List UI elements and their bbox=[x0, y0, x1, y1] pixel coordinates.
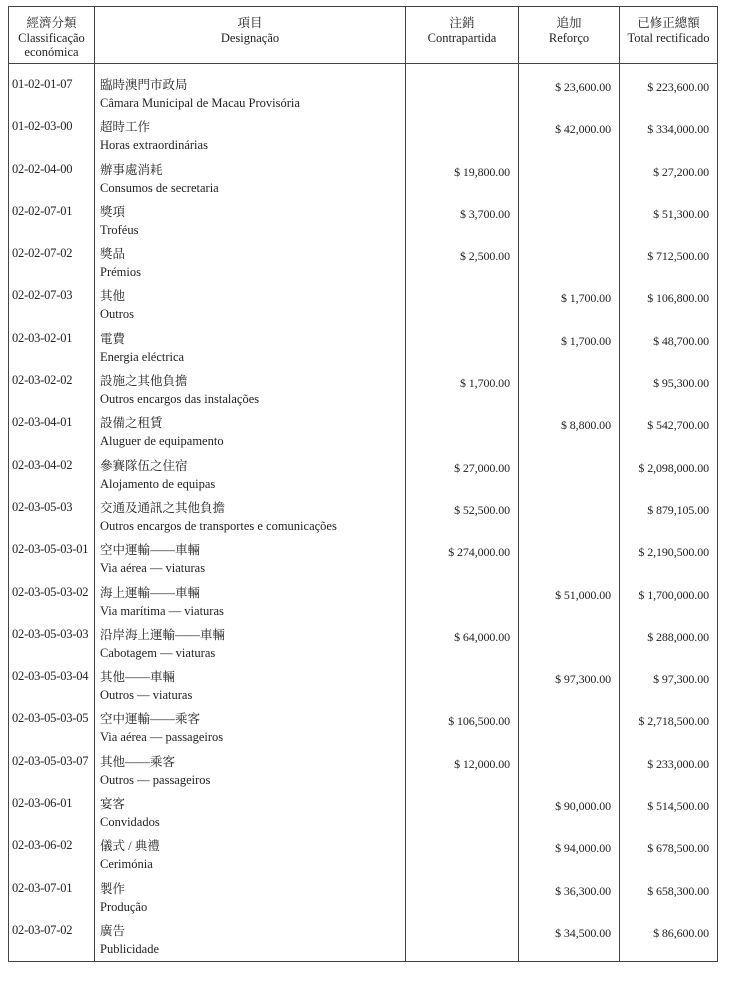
row-designation bbox=[95, 877, 406, 919]
table-header bbox=[9, 7, 718, 64]
row-total: $ 542,700.00 bbox=[620, 411, 718, 453]
table-row bbox=[9, 200, 718, 242]
row-designation bbox=[95, 919, 406, 961]
row-designation-zh: 儀式 / 典禮 bbox=[100, 839, 160, 854]
row-code: 02-03-02-02 bbox=[9, 369, 95, 411]
row-contrapartida bbox=[406, 919, 519, 961]
row-designation-zh: 辦事處消耗 bbox=[100, 162, 163, 177]
row-designation-zh: 空中運輸——乘客 bbox=[100, 712, 201, 727]
table-row bbox=[9, 496, 718, 538]
row-contrapartida: $ 2,500.00 bbox=[406, 242, 519, 284]
header-contrapartida-pt: Contrapartida bbox=[427, 31, 497, 45]
row-designation bbox=[95, 242, 406, 284]
row-contrapartida: $ 52,500.00 bbox=[406, 496, 519, 538]
row-total: $ 678,500.00 bbox=[620, 834, 718, 876]
row-code: 02-03-05-03 bbox=[9, 496, 95, 538]
header-total-pt: Total rectificado bbox=[627, 31, 710, 45]
row-total: $ 233,000.00 bbox=[620, 750, 718, 792]
row-designation-pt: Via aérea — passageiros bbox=[100, 730, 224, 745]
row-designation-pt: Câmara Municipal de Macau Provisória bbox=[100, 96, 300, 110]
table-row bbox=[9, 834, 718, 876]
row-reforco: $ 36,300.00 bbox=[519, 877, 620, 919]
row-reforco bbox=[519, 623, 620, 665]
row-code: 02-03-04-02 bbox=[9, 454, 95, 496]
table-body bbox=[9, 64, 718, 962]
row-designation bbox=[95, 411, 406, 453]
row-reforco bbox=[519, 707, 620, 749]
row-contrapartida bbox=[406, 73, 519, 115]
row-contrapartida: $ 274,000.00 bbox=[406, 538, 519, 580]
row-total: $ 223,600.00 bbox=[620, 73, 718, 115]
row-designation-pt: Alojamento de equipas bbox=[100, 476, 216, 491]
header-reforco-pt: Reforço bbox=[548, 31, 590, 45]
row-code: 02-02-07-01 bbox=[9, 200, 95, 242]
table-row bbox=[9, 919, 718, 961]
row-designation-zh: 設備之租賃 bbox=[100, 416, 163, 431]
row-designation bbox=[95, 115, 406, 157]
row-designation-pt: Aluguer de equipamento bbox=[100, 434, 224, 449]
header-reforco-zh: 追加 bbox=[556, 16, 582, 30]
row-reforco: $ 51,000.00 bbox=[519, 581, 620, 623]
row-contrapartida bbox=[406, 834, 519, 876]
row-reforco: $ 8,800.00 bbox=[519, 411, 620, 453]
row-total: $ 288,000.00 bbox=[620, 623, 718, 665]
row-code: 02-02-07-02 bbox=[9, 242, 95, 284]
row-total: $ 712,500.00 bbox=[620, 242, 718, 284]
header-designation-zh: 項目 bbox=[237, 16, 263, 30]
table-row bbox=[9, 158, 718, 200]
row-total: $ 658,300.00 bbox=[620, 877, 718, 919]
row-designation bbox=[95, 834, 406, 876]
row-designation bbox=[95, 496, 406, 538]
row-total: $ 1,700,000.00 bbox=[620, 581, 718, 623]
row-contrapartida: $ 12,000.00 bbox=[406, 750, 519, 792]
table-row bbox=[9, 454, 718, 496]
row-designation-pt: Outros — viaturas bbox=[100, 688, 193, 703]
row-designation bbox=[95, 369, 406, 411]
row-code: 02-03-07-02 bbox=[9, 919, 95, 961]
table-row bbox=[9, 581, 718, 623]
row-designation bbox=[95, 665, 406, 707]
row-total: $ 879,105.00 bbox=[620, 496, 718, 538]
table-row bbox=[9, 369, 718, 411]
row-reforco: $ 90,000.00 bbox=[519, 792, 620, 834]
row-designation-pt: Energia eléctrica bbox=[100, 349, 185, 364]
header-reforco bbox=[519, 7, 620, 64]
row-designation bbox=[95, 327, 406, 369]
table-row bbox=[9, 538, 718, 580]
header-total bbox=[620, 7, 718, 64]
row-designation bbox=[95, 792, 406, 834]
row-designation bbox=[95, 750, 406, 792]
header-classification bbox=[9, 7, 95, 64]
table-row bbox=[9, 877, 718, 919]
row-code: 02-03-05-03-07 bbox=[9, 750, 95, 792]
row-designation-pt: Produção bbox=[100, 899, 148, 914]
row-designation bbox=[95, 707, 406, 749]
row-total: $ 97,300.00 bbox=[620, 665, 718, 707]
row-code: 02-03-06-01 bbox=[9, 792, 95, 834]
row-designation-zh: 臨時澳門市政局 bbox=[100, 78, 188, 92]
row-reforco: $ 34,500.00 bbox=[519, 919, 620, 961]
row-contrapartida: $ 1,700.00 bbox=[406, 369, 519, 411]
row-designation-pt: Via marítima — viaturas bbox=[100, 603, 224, 618]
row-code: 02-03-04-01 bbox=[9, 411, 95, 453]
row-total: $ 51,300.00 bbox=[620, 200, 718, 242]
row-reforco: $ 42,000.00 bbox=[519, 115, 620, 157]
row-designation-pt: Cabotagem — viaturas bbox=[100, 645, 216, 660]
row-designation-pt: Outros encargos de transportes e comunicações bbox=[100, 518, 337, 533]
row-designation-zh: 其他——車輛 bbox=[100, 670, 176, 685]
row-designation-pt: Outros encargos das instalações bbox=[100, 392, 260, 407]
header-classification-pt: Classificação económica bbox=[18, 31, 85, 59]
row-designation-zh: 設施之其他負擔 bbox=[100, 374, 188, 389]
row-contrapartida: $ 3,700.00 bbox=[406, 200, 519, 242]
row-total: $ 514,500.00 bbox=[620, 792, 718, 834]
row-reforco: $ 97,300.00 bbox=[519, 665, 620, 707]
row-designation-pt: Via aérea — viaturas bbox=[100, 561, 206, 576]
row-contrapartida bbox=[406, 665, 519, 707]
table-row bbox=[9, 73, 718, 115]
row-total: $ 334,000.00 bbox=[620, 115, 718, 157]
row-contrapartida: $ 106,500.00 bbox=[406, 707, 519, 749]
header-designation bbox=[95, 7, 406, 64]
header-designation-pt: Designação bbox=[220, 31, 280, 45]
row-reforco bbox=[519, 158, 620, 200]
row-total: $ 2,190,500.00 bbox=[620, 538, 718, 580]
row-contrapartida: $ 64,000.00 bbox=[406, 623, 519, 665]
header-total-zh: 已修正總額 bbox=[637, 16, 700, 30]
row-designation-pt: Publicidade bbox=[100, 941, 160, 956]
row-designation-zh: 空中運輸——車輛 bbox=[100, 543, 201, 558]
row-contrapartida bbox=[406, 327, 519, 369]
row-designation-zh: 沿岸海上運輸——車輛 bbox=[100, 627, 226, 642]
row-code: 02-03-05-03-03 bbox=[9, 623, 95, 665]
row-code: 01-02-03-00 bbox=[9, 115, 95, 157]
row-designation-pt: Prémios bbox=[100, 265, 141, 280]
row-total: $ 2,718,500.00 bbox=[620, 707, 718, 749]
row-designation-zh: 參賽隊伍之住宿 bbox=[100, 458, 188, 473]
row-code: 02-03-05-03-01 bbox=[9, 538, 95, 580]
table-row bbox=[9, 327, 718, 369]
header-contrapartida bbox=[406, 7, 519, 64]
row-reforco: $ 1,700.00 bbox=[519, 327, 620, 369]
row-designation-pt: Consumos de secretaria bbox=[100, 180, 219, 195]
row-designation-zh: 廣告 bbox=[100, 923, 126, 938]
row-designation-zh: 宴客 bbox=[100, 797, 126, 812]
row-designation bbox=[95, 454, 406, 496]
header-contrapartida-zh: 注銷 bbox=[449, 16, 475, 30]
row-designation-pt: Outros bbox=[100, 307, 135, 322]
row-designation bbox=[95, 73, 406, 115]
row-designation-zh: 電費 bbox=[100, 331, 126, 346]
row-reforco bbox=[519, 538, 620, 580]
table-row bbox=[9, 623, 718, 665]
row-code: 02-03-05-03-02 bbox=[9, 581, 95, 623]
row-reforco bbox=[519, 454, 620, 496]
row-designation-pt: Convidados bbox=[100, 815, 160, 830]
row-contrapartida bbox=[406, 877, 519, 919]
table-row bbox=[9, 411, 718, 453]
row-reforco bbox=[519, 200, 620, 242]
row-reforco: $ 94,000.00 bbox=[519, 834, 620, 876]
row-designation bbox=[95, 581, 406, 623]
row-designation-pt: Troféus bbox=[100, 222, 139, 237]
row-total: $ 95,300.00 bbox=[620, 369, 718, 411]
table-row bbox=[9, 792, 718, 834]
row-designation bbox=[95, 284, 406, 326]
row-designation-zh: 交通及通訊之其他負擔 bbox=[100, 500, 226, 515]
table-row bbox=[9, 750, 718, 792]
row-total: $ 106,800.00 bbox=[620, 284, 718, 326]
row-contrapartida bbox=[406, 411, 519, 453]
row-contrapartida bbox=[406, 581, 519, 623]
table-row bbox=[9, 284, 718, 326]
table-row bbox=[9, 242, 718, 284]
row-contrapartida bbox=[406, 284, 519, 326]
row-reforco bbox=[519, 369, 620, 411]
row-designation-zh: 其他——乘客 bbox=[100, 754, 176, 769]
row-designation bbox=[95, 623, 406, 665]
row-code: 02-03-07-01 bbox=[9, 877, 95, 919]
table-row bbox=[9, 707, 718, 749]
row-designation-pt: Outros — passageiros bbox=[100, 772, 211, 787]
row-code: 02-03-02-01 bbox=[9, 327, 95, 369]
row-contrapartida: $ 19,800.00 bbox=[406, 158, 519, 200]
row-code: 02-02-04-00 bbox=[9, 158, 95, 200]
row-designation-pt: Horas extraordinárias bbox=[100, 138, 208, 153]
row-designation bbox=[95, 538, 406, 580]
row-code: 01-02-01-07 bbox=[9, 73, 95, 115]
row-reforco bbox=[519, 750, 620, 792]
row-designation-zh: 獎項 bbox=[100, 204, 126, 219]
row-reforco bbox=[519, 496, 620, 538]
row-reforco: $ 23,600.00 bbox=[519, 73, 620, 115]
row-designation-zh: 獎品 bbox=[100, 247, 126, 262]
row-designation bbox=[95, 158, 406, 200]
row-designation-zh: 超時工作 bbox=[100, 120, 151, 135]
row-designation-zh: 海上運輸——車輛 bbox=[100, 585, 201, 600]
budget-table bbox=[8, 6, 718, 962]
row-contrapartida bbox=[406, 792, 519, 834]
row-total: $ 48,700.00 bbox=[620, 327, 718, 369]
header-classification-zh: 經濟分類 bbox=[26, 16, 77, 30]
row-designation-zh: 製作 bbox=[100, 881, 126, 896]
table-row bbox=[9, 115, 718, 157]
row-code: 02-03-05-03-05 bbox=[9, 707, 95, 749]
row-code: 02-03-06-02 bbox=[9, 834, 95, 876]
row-designation bbox=[95, 200, 406, 242]
row-code: 02-02-07-03 bbox=[9, 284, 95, 326]
row-reforco bbox=[519, 242, 620, 284]
row-reforco: $ 1,700.00 bbox=[519, 284, 620, 326]
row-contrapartida: $ 27,000.00 bbox=[406, 454, 519, 496]
table-row bbox=[9, 665, 718, 707]
row-designation-pt: Cerimónia bbox=[100, 857, 153, 872]
row-designation-zh: 其他 bbox=[100, 289, 126, 304]
row-total: $ 27,200.00 bbox=[620, 158, 718, 200]
row-code: 02-03-05-03-04 bbox=[9, 665, 95, 707]
table-spacer bbox=[9, 64, 718, 74]
row-total: $ 86,600.00 bbox=[620, 919, 718, 961]
row-total: $ 2,098,000.00 bbox=[620, 454, 718, 496]
row-contrapartida bbox=[406, 115, 519, 157]
